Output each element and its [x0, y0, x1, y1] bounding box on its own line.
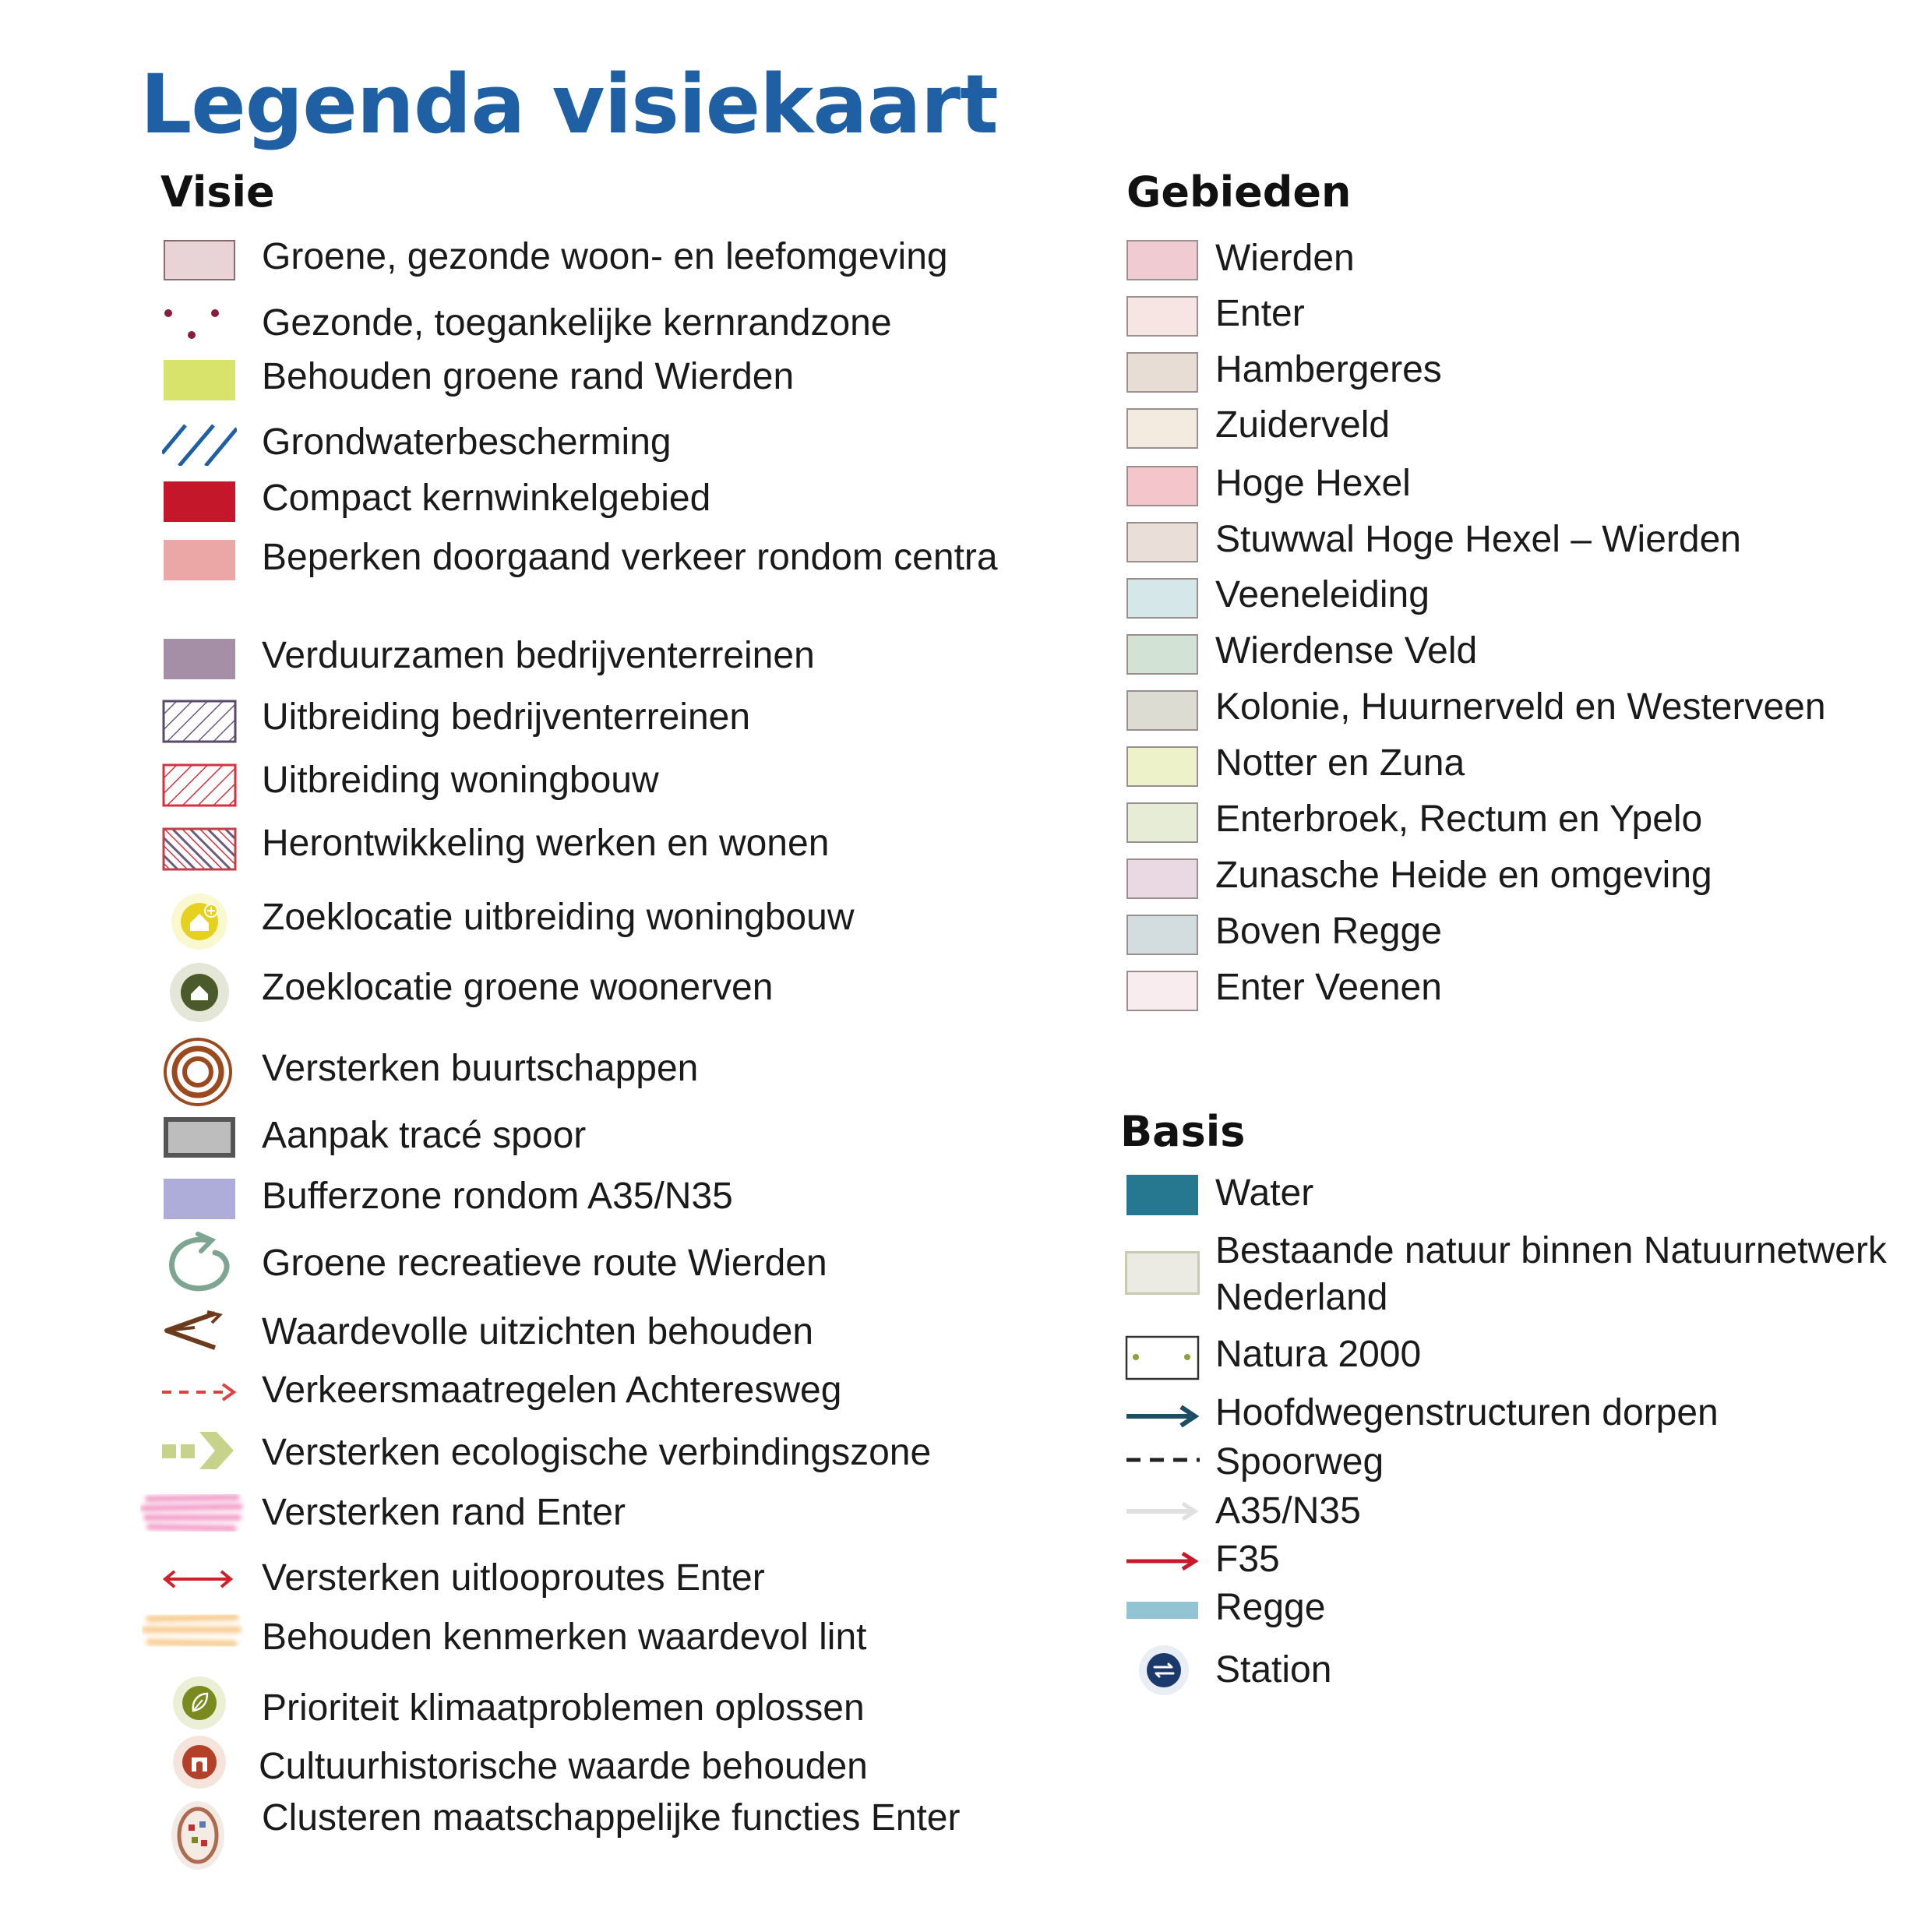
arch-icon [171, 1734, 227, 1790]
basis-label: A35/N35 [1215, 1490, 1361, 1532]
basis-label: F35 [1215, 1539, 1280, 1580]
station-icon [1136, 1642, 1192, 1698]
rail-box-icon [164, 1117, 235, 1158]
visie-label: Clusteren maatschappelijke functies Enter [262, 1797, 961, 1839]
visie-label: Behouden groene rand Wierden [262, 356, 795, 397]
visie-label: Zoeklocatie groene woonerven [262, 967, 774, 1008]
basis-label: Bestaande natuur binnen Natuurnetwerk Nederland [1215, 1230, 1887, 1318]
visie-label: Aanpak tracé spoor [262, 1115, 587, 1156]
gebied-label: Veeneleiding [1215, 574, 1430, 615]
visie-label: Bufferzone rondom A35/N35 [262, 1176, 733, 1217]
swatch-enter [1126, 296, 1198, 337]
hatch-mixed-icon [162, 827, 237, 871]
visie-label: Uitbreiding bedrijventerreinen [262, 696, 751, 738]
gebied-label: Hambergeres [1215, 349, 1442, 390]
arrow-light-icon [1125, 1499, 1200, 1524]
blue-hatch-icon [162, 422, 237, 466]
swatch-enterbroek [1126, 802, 1198, 843]
swatch-kolonie [1126, 690, 1198, 731]
swatch-notter-zuna [1126, 746, 1198, 787]
visie-label: Herontwikkeling werken en wonen [262, 823, 830, 864]
visie-label: Groene recreatieve route Wierden [262, 1243, 827, 1284]
swatch-zunasche-heide [1126, 858, 1198, 899]
swatch-hambergeres [1126, 352, 1198, 393]
gebied-label: Enterbroek, Rectum en Ypelo [1215, 799, 1703, 840]
swatch-groene-woonomgeving [164, 240, 235, 280]
gebied-label: Kolonie, Huurnerveld en Westerveen [1215, 686, 1826, 728]
rings-icon [162, 1036, 234, 1108]
swatch-bufferzone [164, 1179, 235, 1219]
swatch-enter-veenen [1126, 971, 1198, 1011]
arrow-icon [1125, 1402, 1200, 1430]
visie-label: Groene, gezonde woon- en leefomgeving [262, 236, 948, 277]
gebied-label: Enter Veenen [1215, 967, 1442, 1008]
basis-label: Water [1215, 1172, 1314, 1214]
visie-label: Grondwaterbescherming [262, 421, 672, 463]
dashed-line-icon [1125, 1452, 1200, 1468]
double-arrow-icon [160, 1567, 235, 1591]
arrow-red-icon [1125, 1549, 1200, 1574]
swatch-boven-regge [1126, 915, 1198, 955]
visie-label: Versterken buurtschappen [262, 1048, 699, 1089]
swatch-hoge-hexel [1126, 466, 1198, 506]
visie-heading: Visie [160, 167, 275, 217]
dots-icon [160, 304, 238, 343]
swatch-zuiderveld [1126, 408, 1198, 449]
basis-heading: Basis [1120, 1107, 1246, 1156]
visie-label: Verduurzamen bedrijventerreinen [262, 635, 815, 676]
hatch-red-icon [162, 763, 237, 807]
visie-label: Gezonde, toegankelijke kernrandzone [262, 302, 892, 344]
visie-label: Prioriteit klimaatproblemen oplossen [262, 1687, 865, 1729]
home-plus-icon [170, 892, 229, 951]
basis-label: Natura 2000 [1215, 1334, 1422, 1375]
natura-box-icon [1125, 1335, 1200, 1380]
swatch-wierdense-veld [1126, 634, 1198, 675]
band-regge [1126, 1602, 1198, 1619]
nnn-box-icon [1125, 1251, 1200, 1295]
leaf-icon [171, 1675, 227, 1731]
gebied-label: Wierden [1215, 238, 1355, 279]
visie-label: Versterken rand Enter [262, 1492, 626, 1533]
home-icon [168, 961, 231, 1024]
gebied-label: Enter [1215, 293, 1305, 334]
gebied-label: Stuwwal Hoge Hexel – Wierden [1215, 519, 1741, 560]
basis-label: Hoofdwegenstructuren dorpen [1215, 1392, 1719, 1433]
view-arrow-icon [164, 1310, 226, 1351]
gebied-label: Hoge Hexel [1215, 463, 1411, 504]
cluster-icon [168, 1796, 227, 1873]
visie-label: Verkeersmaatregelen Achteresweg [262, 1370, 842, 1411]
loop-arrow-icon [164, 1231, 235, 1296]
gebied-label: Zunasche Heide en omgeving [1215, 855, 1712, 896]
hatch-purple-icon [162, 700, 237, 743]
basis-label: Spoorweg [1215, 1441, 1384, 1482]
visie-label: Cultuurhistorische waarde behouden [259, 1746, 868, 1787]
visie-label: Behouden kenmerken waardevol lint [262, 1616, 867, 1658]
visie-label: Uitbreiding woningbouw [262, 760, 659, 801]
dashed-arrow-icon [160, 1380, 238, 1404]
brush-orange-icon [142, 1608, 243, 1656]
gebied-label: Zuiderveld [1215, 404, 1391, 446]
gebied-label: Notter en Zuna [1215, 742, 1465, 784]
swatch-kernwinkelgebied [164, 481, 235, 522]
brush-pink-icon [140, 1488, 245, 1539]
visie-label: Compact kernwinkelgebied [262, 478, 711, 519]
legend-title: Legenda visiekaart [140, 57, 998, 152]
visie-label: Zoeklocatie uitbreiding woningbouw [262, 897, 855, 938]
gebieden-heading: Gebieden [1126, 167, 1352, 217]
swatch-stuwwal [1126, 522, 1198, 562]
swatch-groene-rand [164, 360, 235, 400]
swatch-wierden [1126, 240, 1198, 280]
gebied-label: Wierdense Veld [1215, 630, 1478, 672]
visie-label: Versterken ecologische verbindingszone [262, 1432, 932, 1473]
basis-label: Station [1215, 1649, 1332, 1690]
swatch-verduurzamen [164, 639, 235, 679]
swatch-veeneleiding [1126, 578, 1198, 619]
gebied-label: Boven Regge [1215, 911, 1442, 952]
visie-label: Versterken uitlooproutes Enter [262, 1557, 765, 1599]
eco-arrow-icon [160, 1429, 235, 1472]
basis-label: Regge [1215, 1587, 1326, 1628]
swatch-doorgaand-verkeer [164, 540, 235, 580]
visie-label: Beperken doorgaand verkeer rondom centra [262, 537, 998, 578]
visie-label: Waardevolle uitzichten behouden [262, 1311, 814, 1352]
swatch-water [1126, 1175, 1198, 1215]
